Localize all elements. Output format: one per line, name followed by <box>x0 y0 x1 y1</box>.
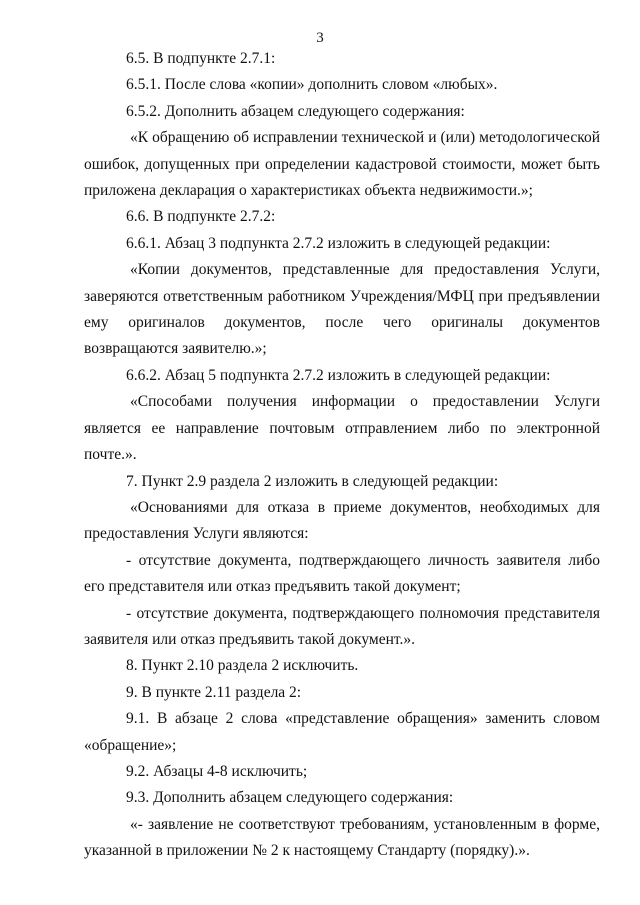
paragraph-6-5-1: 6.5.1. После слова «копии» дополнить словом «любых». <box>126 76 498 94</box>
paragraph-6-6: 6.6. В подпункте 2.7.2: <box>126 208 276 226</box>
quoted-text-information: «Способами получения информации о предоставлении Услуги является ее направление почтовым отправлением либо по электронной почте.». <box>84 393 600 464</box>
paragraph-9-2: 9.2. Абзацы 4-8 исключить; <box>126 762 308 780</box>
paragraph-9-1: 9.1. В абзаце 2 слова «представление обращения» заменить словом «обращение»; <box>84 710 600 754</box>
quoted-text-copies: «Копии документов, представленные для предоставления Услуги, заверяются ответственным работником Учреждения/МФЦ при предъявлении ему оригиналов документов, после чего оригиналы документов возвращаются заявителю.»; <box>84 261 600 358</box>
paragraph-6-5-2: 6.5.2. Дополнить абзацем следующего содержания: <box>126 102 465 120</box>
list-item-identity: - отсутствие документа, подтверждающего личность заявителя либо его представителя или отказ предъявить такой документ; <box>84 551 600 596</box>
quoted-text-application: «- заявление не соответствуют требованиям, установленным в форме, указанной в приложении № 2 к настоящему Стандарту (порядку).». <box>84 815 600 860</box>
paragraph-6-5: 6.5. В подпункте 2.7.1: <box>126 50 276 67</box>
paragraph-6-6-2: 6.6.2. Абзац 5 подпункта 2.7.2 изложить в следующей редакции: <box>126 366 551 384</box>
paragraph-9: 9. В пункте 2.11 раздела 2: <box>126 683 302 701</box>
quoted-text-grounds: «Основаниями для отказа в приеме документов, необходимых для предоставления Услуги являются: <box>84 498 600 543</box>
paragraph-8: 8. Пункт 2.10 раздела 2 исключить. <box>126 657 359 675</box>
paragraph-9-3: 9.3. Дополнить абзацем следующего содержания: <box>126 789 454 807</box>
document-body <box>84 46 600 865</box>
list-item-authority: - отсутствие документа, подтверждающего полномочия представителя заявителя или отказ предъявить такой документ.». <box>84 604 600 648</box>
page-number: 3 <box>316 30 324 46</box>
paragraph-6-6-1: 6.6.1. Абзац 3 подпункта 2.7.2 изложить в следующей редакции: <box>126 234 551 252</box>
quoted-text-declaration: «К обращению об исправлении технической и (или) методологической ошибок, допущенных при определении кадастровой стоимости, может быть приложена декларация о характеристиках объекта недвижимости.»; <box>84 129 600 200</box>
paragraph-7: 7. Пункт 2.9 раздела 2 изложить в следующей редакции: <box>126 472 499 490</box>
